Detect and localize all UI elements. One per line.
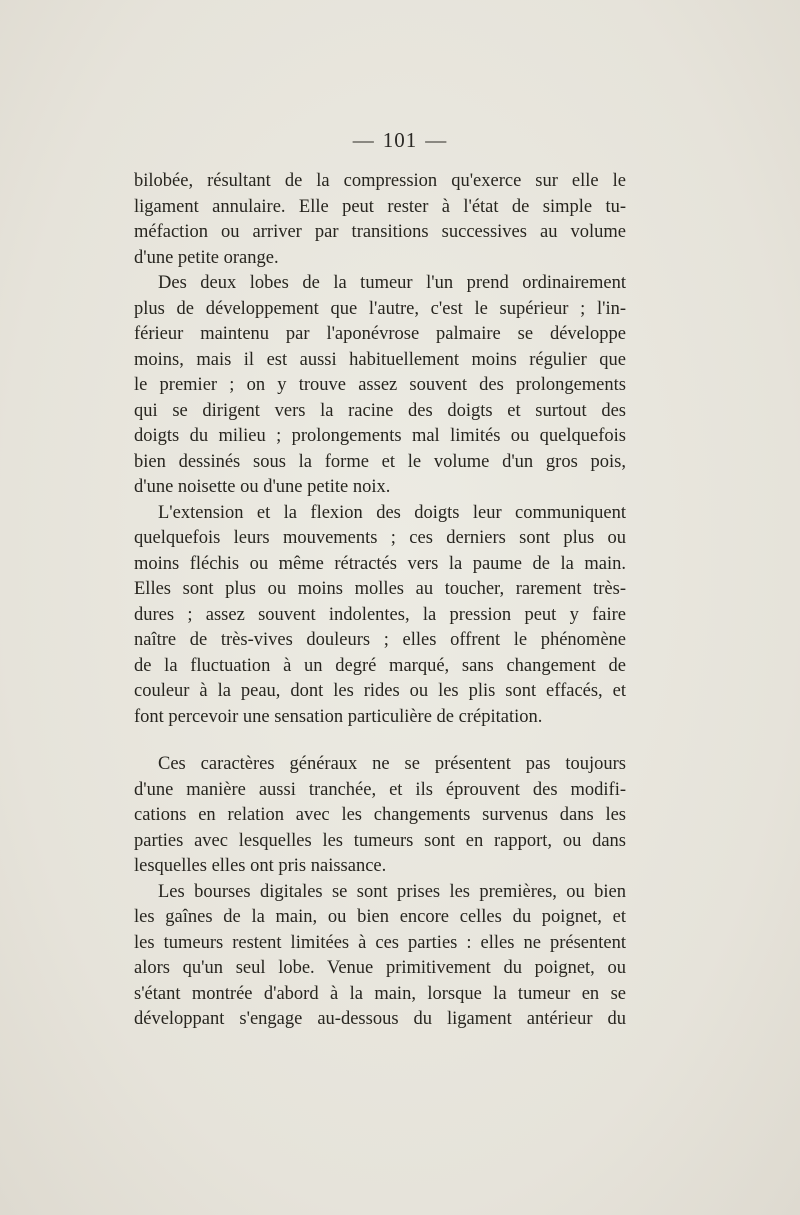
text-line: d'une manière aussi tranchée, et ils éprouvent des modifi- [134,779,626,800]
text-line: férieur maintenu par l'aponévrose palmaire se développe [134,324,626,344]
text-line: doigts du milieu ; prolongements mal limités ou quelquefois [134,426,626,446]
page-number-dash-left: — [352,128,375,152]
text-line: moins, mais il est aussi habituellement moins régulier que [134,349,626,370]
page-number-dash-right: — [425,128,448,152]
text-line: les tumeurs restent limitées à ces parties : elles ne présentent [134,932,626,953]
page-number-value: 101 [382,128,418,152]
text-line: moins fléchis ou même rétractés vers la paume de la main. [134,553,626,574]
text-line: naître de très-vives douleurs ; elles offrent le phénomène [134,630,626,650]
text-line: alors qu'un seul lobe. Venue primitivement du poignet, ou [134,958,626,978]
text-line: Ces caractères généraux ne se présentent pas toujours [158,754,626,774]
text-line: dures ; assez souvent indolentes, la pression peut y faire [134,604,626,625]
text-line: Des deux lobes de la tumeur l'un prend ordinairement [158,273,626,293]
body-text-block-2 [134,752,626,1033]
page-number [0,128,800,153]
text-line: s'étant montrée d'abord à la main, lorsque la tumeur en se [134,983,626,1004]
text-line: développant s'engage au-dessous du ligament antérieur du [134,1009,626,1029]
text-line: bilobée, résultant de la compression qu'exerce sur elle le [134,171,626,191]
text-line: couleur à la peau, dont les rides ou les plis sont effacés, et [134,681,626,701]
text-line: de la fluctuation à un degré marqué, sans changement de [134,655,626,676]
text-line: plus de développement que l'autre, c'est le supérieur ; l'in- [134,298,626,319]
text-line: Les bourses digitales se sont prises les premières, ou bien [158,881,626,902]
text-line: ligament annulaire. Elle peut rester à l'état de simple tu- [134,196,626,217]
text-line: quelquefois leurs mouvements ; ces derniers sont plus ou [134,528,626,548]
text-line: Elles sont plus ou moins molles au toucher, rarement très- [134,579,626,599]
text-line: parties avec lesquelles les tumeurs sont en rapport, ou dans [134,830,626,851]
text-line: L'extension et la flexion des doigts leur communiquent [158,502,626,523]
text-line: d'une noisette ou d'une petite noix. [134,477,391,497]
text-line: méfaction ou arriver par transitions successives au volume [134,222,626,242]
text-line: bien dessinés sous la forme et le volume d'un gros pois, [134,451,626,472]
body-text-block-1 [134,169,626,730]
text-line: les gaînes de la main, ou bien encore celles du poignet, et [134,907,626,927]
text-line: font percevoir une sensation particulière de crépitation. [134,706,543,727]
text-line: lesquelles elles ont pris naissance. [134,856,387,876]
text-line: le premier ; on y trouve assez souvent des prolongements [134,375,626,395]
text-line: cations en relation avec les changements survenus dans les [134,805,626,825]
text-line: qui se dirigent vers la racine des doigts et surtout des [134,400,626,421]
text-line: d'une petite orange. [134,247,279,268]
